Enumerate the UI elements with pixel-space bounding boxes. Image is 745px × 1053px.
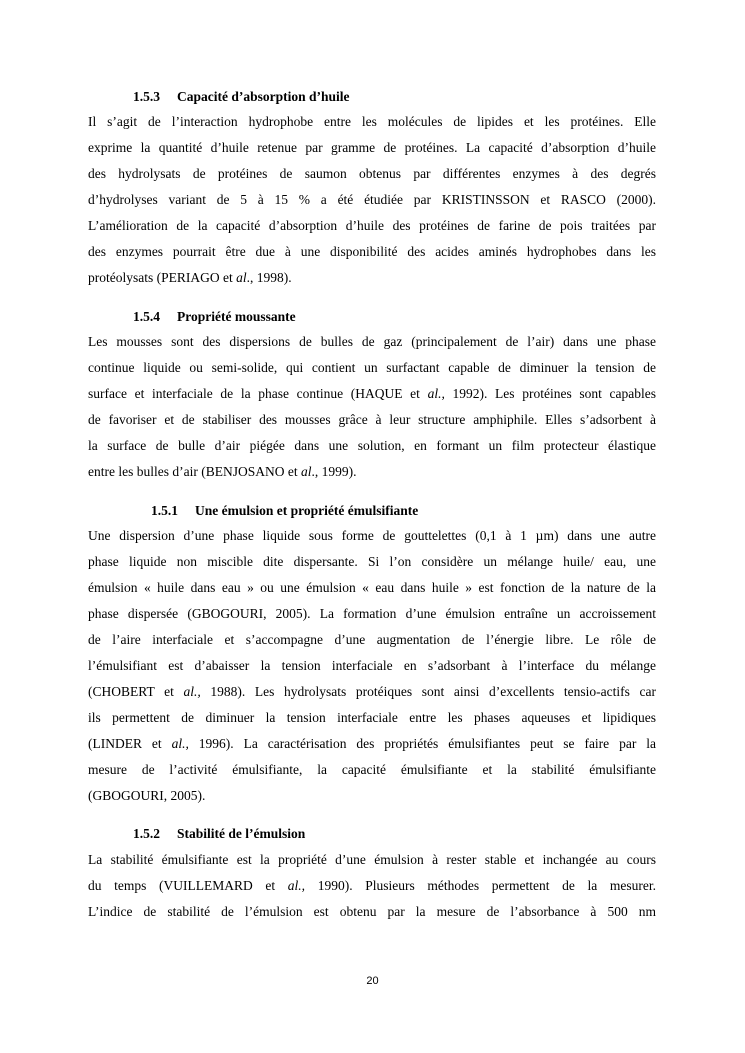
paragraph-line: des hydrolysats de protéines de saumon obtenus par différentes enzymes à des degrés	[88, 166, 656, 181]
paragraph-line: ils permettent de diminuer la tension interfaciale entre les phases aqueuses et lipidiques	[88, 710, 656, 725]
section-title: Une émulsion et propriété émulsifiante	[195, 503, 419, 518]
citation-text: protéolysats (PERIAGO et	[88, 270, 237, 285]
paragraph-last-line	[88, 270, 656, 286]
paragraph-line: la surface de bulle d’air piégée dans une solution, en formant un film protecteur élastique	[88, 438, 656, 453]
paragraph-line: de favoriser et de stabiliser des mousses grâce à leur structure amphiphile. Elles s’adsorbent à	[88, 412, 656, 427]
paragraph-line: Une dispersion d’une phase liquide sous forme de gouttelettes (0,1 à 1 µm) dans une autre	[88, 528, 656, 543]
paragraph-line: mesure de l’activité émulsifiante, la capacité émulsifiante et la stabilité émulsifiante	[88, 762, 656, 777]
paragraph-last-line	[88, 788, 656, 804]
paragraph-line: La stabilité émulsifiante est la propriété d’une émulsion à rester stable et inchangée au cours	[88, 852, 656, 867]
citation-text: entre les bulles d’air (BENJOSANO et	[88, 464, 301, 479]
paragraph-line: Les mousses sont des dispersions de bulles de gaz (principalement de l’air) dans une phase	[88, 334, 656, 349]
section-number: 1.5.4	[133, 309, 160, 324]
section-heading	[133, 309, 296, 325]
section-heading	[151, 503, 418, 519]
citation-italic: al	[300, 464, 312, 479]
citation-text: ., 1999).	[311, 464, 357, 479]
paragraph-line: (LINDER et al., 1996). La caractérisation des propriétés émulsifiantes peut se faire par la	[88, 736, 657, 751]
page-number: 20	[366, 975, 379, 987]
section-number: 1.5.1	[151, 503, 178, 518]
paragraph-line: d’hydrolyses variant de 5 à 15 % a été étudiée par KRISTINSSON et RASCO (2000).	[88, 192, 656, 207]
citation-text: (GBOGOURI, 2005).	[88, 788, 206, 803]
paragraph-line: exprime la quantité d’huile retenue par gramme de protéines. La capacité d’absorption d’huile	[88, 140, 656, 155]
paragraph-line: (CHOBERT et al., 1988). Les hydrolysats protéiques sont ainsi d’excellents tensio-actifs car	[88, 684, 656, 699]
paragraph-line: L’amélioration de la capacité d’absorption d’huile des protéines de farine de pois traitées par	[88, 218, 656, 233]
paragraph-line: phase dispersée (GBOGOURI, 2005). La formation d’une émulsion entraîne un accroissement	[88, 606, 656, 621]
paragraph-line: du temps (VUILLEMARD et al., 1990). Plusieurs méthodes permettent de la mesurer.	[88, 878, 656, 893]
section-title: Capacité d’absorption d’huile	[177, 89, 350, 104]
citation-text: ., 1998).	[246, 270, 292, 285]
citation-italic: al.,	[287, 878, 306, 893]
citation-italic: al	[236, 270, 247, 285]
paragraph-line: des enzymes pourrait être due à une disponibilité des acides aminés hydrophobes dans les	[88, 244, 656, 259]
citation-italic: al.,	[171, 736, 189, 751]
paragraph-line: surface et interfaciale de la phase continue (HAQUE et al., 1992). Les protéines sont capables	[88, 386, 657, 401]
paragraph-last-line	[88, 464, 656, 480]
paragraph-line: phase liquide non miscible dite dispersante. Si l’on considère un mélange huile/ eau, une	[88, 554, 656, 569]
section-title: Propriété moussante	[177, 309, 296, 324]
citation-italic: al.,	[183, 684, 201, 699]
section-heading	[133, 826, 305, 842]
paragraph-line: l’émulsifiant est d’abaisser la tension interfaciale en s’adsorbant à l’interface du mélange	[88, 658, 656, 673]
paragraph-line: émulsion « huile dans eau » ou une émulsion « eau dans huile » est fonction de la nature de la	[88, 580, 656, 595]
paragraph-line: de l’aire interfaciale et s’accompagne d’une augmentation de l’énergie libre. Le rôle de	[88, 632, 656, 647]
section-title: Stabilité de l’émulsion	[177, 826, 306, 841]
paragraph-line: Il s’agit de l’interaction hydrophobe entre les molécules de lipides et les protéines. Elle	[88, 114, 656, 129]
section-heading	[133, 89, 350, 105]
section-number: 1.5.3	[133, 89, 160, 104]
citation-italic: al.,	[427, 386, 445, 401]
paragraph-line: continue liquide ou semi-solide, qui contient un surfactant capable de diminuer la tension de	[88, 360, 656, 375]
section-number: 1.5.2	[133, 826, 160, 841]
paragraph-line: L’indice de stabilité de l’émulsion est obtenu par la mesure de l’absorbance à 500 nm	[88, 904, 656, 919]
